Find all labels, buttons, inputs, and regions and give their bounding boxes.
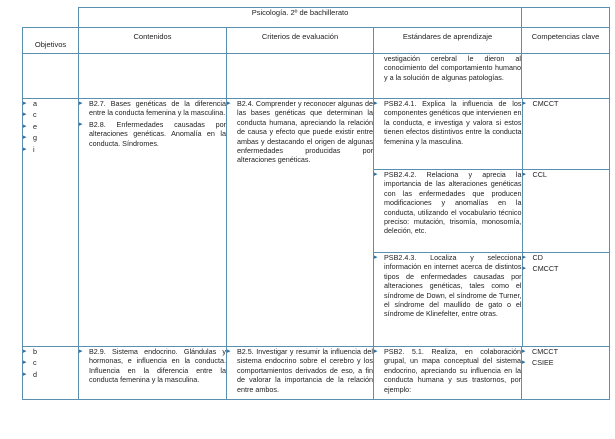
estandar-cell (374, 253, 522, 347)
list-item: ▸ PSB2. 5.1. Realiza, en colaboración grupal, un mapa conceptual del sistema endocrino, apreciando su influencia en la conducta humana y sus trastornos, por ejemplo: (374, 347, 521, 394)
list-item: ▸ PSB2.4.1. Explica la influencia de los componentes genéticos que intervienen en la conducta, e investiga y valora si estos tienen efectos distintivos entre la conducta femenina y la masculina. (374, 99, 522, 146)
competencias-cell (522, 99, 610, 170)
list-item: ▸ PSB2.4.3. Localiza y selecciona información en internet acerca de distintos tipos de enfermedades causadas por alteraciones genéticas, tales como el síndrome de Down, el síndrome de Turner, el síndrome del maullido de gato o el síndrome de Klinefelter, entre otras. (374, 253, 522, 319)
title-spacer (522, 8, 610, 28)
title-row (23, 8, 610, 28)
continuation-row (23, 54, 610, 99)
list-item: ▸ CD (523, 253, 611, 262)
estandar-row (374, 253, 610, 347)
row2-contenidos (79, 347, 227, 400)
row2-competencias (522, 347, 610, 400)
estandar-row (374, 99, 610, 170)
list-item: ▸ CMCCT (523, 99, 611, 108)
criterios-list (227, 99, 373, 165)
list-item: ▸ B2.5. Investigar y resumir la influencia del sistema endocrino sobre el cerebro y los comportamientos derivados de eso, a fin de valorar la importancia de la relación entre ambos. (227, 347, 373, 394)
objetivos-list (23, 347, 78, 379)
competencias-cell (522, 253, 610, 347)
row2-criterio (227, 347, 374, 400)
list-item: ▸ d (23, 370, 78, 379)
cont-competencias (522, 54, 610, 99)
header-row (23, 28, 610, 54)
row1-criterio (227, 99, 374, 347)
row1-contenidos (79, 99, 227, 347)
list-item: ▸ CMCCT (523, 264, 611, 273)
cont-estandar (374, 54, 522, 99)
header-estandares: Estándares de aprendizaje (374, 28, 522, 54)
list-item: ▸ B2.7. Bases genéticas de la diferencia entre la conducta femenina y la masculina. (79, 99, 226, 118)
list-item: ▸ B2.4. Comprender y reconocer algunas de las bases genéticas que determinan la conducta humana, apreciando la relación de causa y efecto que puede existir entre ambas y destacando el origen de algunas enfermedades producidas por alteraciones genéticas. (227, 99, 373, 165)
list-item: ▸ a (23, 99, 78, 108)
list-item: ▸ B2.9. Sistema endocrino. Glándulas y hormonas, e influencia en la conducta. Influencia en la diferencia entre la conducta femenina y la masculina. (79, 347, 226, 385)
list-item: ▸ CCL (523, 170, 611, 179)
list-item: ▸ B2.8. Enfermedades causadas por alteraciones genéticas. Anomalía en la conducta. Síndromes. (79, 120, 226, 148)
estandar-cell (374, 99, 522, 170)
header-criterios: Criterios de evaluación (227, 28, 374, 54)
cont-criterios (227, 54, 374, 99)
competencias-cell (522, 170, 610, 253)
contenidos-list (79, 99, 226, 148)
list-item: ▸ CMCCT (522, 347, 609, 356)
cont-objetivos (23, 54, 79, 99)
list-item: ▸ g (23, 133, 78, 142)
estandar-row (374, 170, 610, 253)
list-item: ▸ c (23, 110, 78, 119)
table-row (23, 347, 610, 400)
list-item: ▸ c (23, 358, 78, 367)
estandar-cell (374, 170, 522, 253)
row1-objetivos (23, 99, 79, 347)
objetivos-list (23, 99, 78, 154)
list-item: ▸ b (23, 347, 78, 356)
header-objetivos: Objetivos (23, 28, 79, 54)
row2-estandar (374, 347, 522, 400)
table-row (23, 99, 610, 347)
cont-estandar-text: vestigación cerebral le dieron al conocimiento del comportamiento humano y a la solución de algunas patologías. (384, 54, 522, 82)
list-item: ▸ CSIEE (522, 358, 609, 367)
row2-objetivos (23, 347, 79, 400)
estandares-subtable (374, 99, 610, 346)
row1-estandares-block (374, 99, 610, 347)
cont-contenidos (79, 54, 227, 99)
list-item: ▸ e (23, 122, 78, 131)
table-title: Psicología. 2º de bachillerato (79, 8, 522, 28)
corner-cell (23, 8, 79, 28)
header-competencias: Competencias clave (522, 28, 610, 54)
header-contenidos: Contenidos (79, 28, 227, 54)
list-item: ▸ i (23, 145, 78, 154)
curriculum-table (22, 7, 610, 400)
list-item: ▸ PSB2.4.2. Relaciona y aprecia la importancia de las alteraciones genéticas con las enfermedades que producen modificaciones y anomalías en la conducta, utilizando el vocabulario técnico preciso: mutación, trisomía, monosomía, deleción, etc. (374, 170, 522, 236)
